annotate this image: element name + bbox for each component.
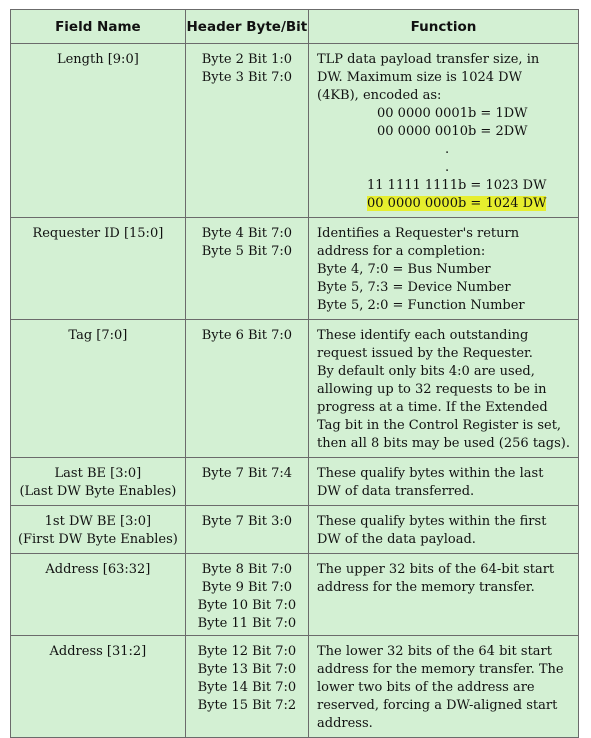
field-name: Requester ID [15:0] [32,226,164,241]
encoding-line: 00 0000 0010b = 2DW [377,124,528,139]
function-text: Byte 5, 2:0 = Function Number [317,298,525,313]
field-name: Last BE [3:0] [54,466,142,481]
field-name: Tag [7:0] [68,328,128,343]
byte-bit: Byte 5 Bit 7:0 [201,244,293,259]
table-header-row [11,10,579,44]
function-cell [309,44,579,218]
byte-bit: Byte 6 Bit 7:0 [201,328,293,343]
byte-bit: Byte 13 Bit 7:0 [197,662,297,677]
byte-bit: Byte 7 Bit 7:4 [201,466,293,481]
function-text: address for the memory transfer. [317,580,535,595]
function-text: (4KB), encoded as: [317,88,442,103]
byte-bit: Byte 12 Bit 7:0 [197,644,297,659]
function-cell [309,458,579,506]
byte-bit-cell [185,320,308,458]
function-text: By default only bits 4:0 are used, [317,364,535,379]
function-text: Identifies a Requester's return [317,226,520,241]
field-name-subtitle: (First DW Byte Enables) [17,532,178,547]
function-text: TLP data payload transfer size, in [317,52,540,67]
byte-bit: Byte 14 Bit 7:0 [197,680,297,695]
table-row [11,554,579,636]
byte-bit: Byte 11 Bit 7:0 [197,616,297,631]
function-text: lower two bits of the address are [317,680,535,695]
table-row [11,506,579,554]
function-text: request issued by the Requester. [317,346,533,361]
function-text: These qualify bytes within the last [317,466,544,481]
field-name: 1st DW BE [3:0] [44,514,152,529]
highlight: 00 0000 0000b = 1024 DW [367,196,547,211]
function-text: then all 8 bits may be used (256 tags). [317,436,570,451]
byte-bit: Byte 4 Bit 7:0 [201,226,293,241]
table-row [11,320,579,458]
byte-bit: Byte 7 Bit 3:0 [201,514,293,529]
header-fields-table [10,9,579,738]
function-text: address for the memory transfer. The [317,662,564,677]
function-text: DW of the data payload. [317,532,476,547]
encoding-line: 00 0000 0001b = 1DW [377,106,528,121]
byte-bit: Byte 15 Bit 7:2 [197,698,297,713]
function-cell [309,320,579,458]
byte-bit-cell [185,44,308,218]
column-header-function: Function [309,10,579,44]
function-text: address for a completion: [317,244,486,259]
function-text: These qualify bytes within the first [317,514,547,529]
function-cell [309,636,579,738]
byte-bit-cell [185,554,308,636]
function-cell [309,554,579,636]
table-row [11,458,579,506]
function-text: Tag bit in the Control Register is set, [317,418,562,433]
ellipsis-dot: . [445,142,450,157]
function-text: Byte 4, 7:0 = Bus Number [317,262,491,277]
column-header-byte-bit: Header Byte/Bit [185,10,308,44]
byte-bit-cell [185,636,308,738]
byte-bit: Byte 8 Bit 7:0 [201,562,293,577]
function-text: These identify each outstanding [317,328,529,343]
byte-bit-cell [185,458,308,506]
table-row [11,44,579,218]
field-name: Address [63:32] [45,562,151,577]
function-text: DW. Maximum size is 1024 DW [317,70,522,85]
table-row [11,636,579,738]
function-cell [309,218,579,320]
table-row [11,218,579,320]
byte-bit: Byte 3 Bit 7:0 [201,70,293,85]
function-text: progress at a time. If the Extended [317,400,548,415]
field-name-cell [11,636,186,738]
field-name-cell [11,458,186,506]
column-header-field-name: Field Name [11,10,186,44]
byte-bit-cell [185,506,308,554]
byte-bit-cell [185,218,308,320]
field-name: Length [9:0] [56,52,139,67]
field-name-cell [11,320,186,458]
encoding-line: 11 1111 1111b = 1023 DW [367,178,547,193]
function-text: DW of data transferred. [317,484,475,499]
byte-bit: Byte 9 Bit 7:0 [201,580,293,595]
function-text: Byte 5, 7:3 = Device Number [317,280,511,295]
function-text: The upper 32 bits of the 64-bit start [317,562,555,577]
function-text: address. [317,716,373,731]
field-name-cell [11,554,186,636]
field-name-subtitle: (Last DW Byte Enables) [19,484,177,499]
field-name-cell [11,506,186,554]
function-text: allowing up to 32 requests to be in [317,382,547,397]
field-name-cell [11,218,186,320]
field-name: Address [31:2] [49,644,147,659]
byte-bit: Byte 2 Bit 1:0 [201,52,293,67]
function-cell [309,506,579,554]
byte-bit: Byte 10 Bit 7:0 [197,598,297,613]
function-text: The lower 32 bits of the 64 bit start [317,644,552,659]
function-text: reserved, forcing a DW-aligned start [317,698,558,713]
encoding-line-highlighted [317,195,570,213]
ellipsis-dot: . [445,160,450,175]
field-name-cell [11,44,186,218]
